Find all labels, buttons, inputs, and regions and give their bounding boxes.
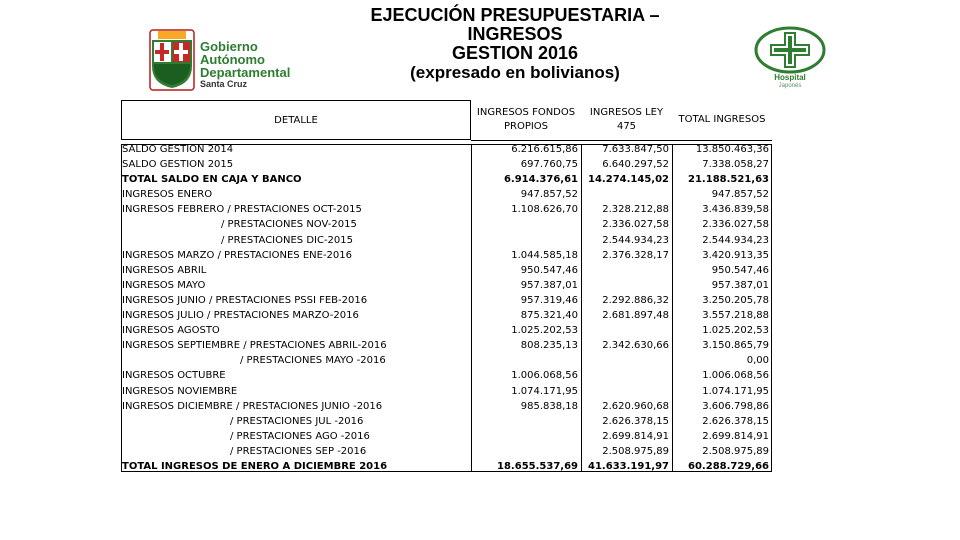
table-row: [121, 308, 772, 323]
row-total: 2.508.975,89: [702, 445, 769, 457]
table-rows: [121, 142, 772, 474]
table-row: [121, 384, 772, 399]
row-total: 13.850.463,36: [695, 144, 769, 155]
title-line-4: (expresado en bolivianos): [410, 63, 620, 82]
row-propios: 957.319,46: [520, 294, 578, 306]
row-total: 3.606.798,86: [702, 400, 769, 412]
row-label: INGRESOS FEBRERO / PRESTACIONES OCT-2015: [122, 204, 362, 216]
title-line-3: GESTION 2016: [451, 43, 579, 63]
row-propios: 1.108.626,70: [511, 204, 578, 216]
row-ley: 6.640.297,52: [602, 159, 669, 171]
gobierno-line-3: Departamental: [200, 65, 291, 80]
row-label: INGRESOS DICIEMBRE / PRESTACIONES JUNIO -2016: [122, 400, 383, 412]
row-propios: 875.321,40: [520, 310, 578, 322]
table-row: [121, 217, 772, 232]
header-ingresos-ley: INGRESOS LEY 475: [589, 107, 664, 132]
row-ley: 14.274.145,02: [588, 174, 669, 186]
row-ley: 2.508.975,89: [602, 445, 669, 457]
row-label: / PRESTACIONES NOV-2015: [221, 219, 357, 231]
header-total-ingresos: TOTAL INGRESOS: [678, 114, 766, 125]
table-row: [121, 353, 772, 368]
header-ingresos-propios: INGRESOS FONDOS PROPIOS: [476, 107, 576, 132]
table-row: [121, 444, 772, 459]
row-ley: 2.376.328,17: [602, 249, 669, 261]
gobierno-wordmark: [200, 40, 310, 90]
row-propios: 697.760,75: [520, 159, 578, 171]
row-label: INGRESOS JUNIO / PRESTACIONES PSSI FEB-2016: [122, 294, 368, 306]
row-total: 2.699.814,91: [702, 430, 769, 442]
row-label: / PRESTACIONES DIC-2015: [221, 234, 354, 246]
row-propios: 1.025.202,53: [511, 325, 578, 337]
row-total: 2.336.027,58: [702, 219, 769, 231]
row-label: / PRESTACIONES JUL -2016: [230, 415, 364, 427]
row-ley: 7.633.847,50: [602, 144, 669, 155]
row-total: 7.338.058,27: [702, 159, 769, 171]
row-total: 1.006.068,56: [702, 370, 769, 382]
table-row: [121, 278, 772, 293]
table-row: [121, 172, 772, 187]
row-total: 3.557.218,88: [702, 310, 769, 322]
row-total: 2.626.378,15: [702, 415, 769, 427]
table-row: [121, 157, 772, 172]
title-line-2: INGRESOS: [467, 24, 563, 44]
row-label: INGRESOS ENERO: [122, 189, 213, 201]
row-ley: 2.699.814,91: [602, 430, 669, 442]
row-total: 1.074.171,95: [702, 385, 769, 397]
table-row: [121, 142, 772, 157]
gobierno-line-1: Gobierno: [200, 39, 258, 54]
row-ley: 2.342.630,66: [602, 340, 669, 352]
row-total: 3.150.865,79: [702, 340, 769, 352]
row-ley: 2.328.212,88: [602, 204, 669, 216]
row-propios: 957.387,01: [520, 279, 578, 291]
table-row: [121, 399, 772, 414]
row-total: 2.544.934,23: [702, 234, 769, 246]
row-total: 957.387,01: [711, 279, 769, 291]
table-row: [121, 187, 772, 202]
row-label: / PRESTACIONES SEP -2016: [230, 445, 367, 457]
row-label: INGRESOS MAYO: [122, 279, 206, 291]
table-row: [121, 233, 772, 248]
row-total: 21.188.521,63: [688, 174, 769, 186]
row-label: / PRESTACIONES AGO -2016: [230, 430, 370, 442]
row-ley: 2.544.934,23: [602, 234, 669, 246]
row-label: INGRESOS OCTUBRE: [122, 370, 226, 382]
row-label: / PRESTACIONES MAYO -2016: [240, 355, 386, 367]
gobierno-line-2: Autónomo: [200, 52, 265, 67]
row-label: INGRESOS AGOSTO: [122, 325, 220, 337]
row-propios: 950.547,46: [520, 264, 578, 276]
header-divider: [471, 140, 772, 141]
row-propios: 1.006.068,56: [511, 370, 578, 382]
row-label: TOTAL INGRESOS DE ENERO A DICIEMBRE 2016: [122, 460, 388, 472]
table-row: [121, 263, 772, 278]
table-row: [121, 293, 772, 308]
row-propios: 6.914.376,61: [503, 174, 578, 186]
table-row: [121, 429, 772, 444]
row-ley: 2.626.378,15: [602, 415, 669, 427]
row-label: INGRESOS JULIO / PRESTACIONES MARZO-2016: [122, 310, 359, 322]
table-row: [121, 414, 772, 429]
row-propios: 1.044.585,18: [511, 249, 578, 261]
table-row: [121, 459, 772, 474]
header-detalle: DETALLE: [121, 100, 471, 140]
row-label: INGRESOS NOVIEMBRE: [122, 385, 238, 397]
table-row: [121, 338, 772, 353]
row-total: 950.547,46: [711, 264, 769, 276]
row-ley: 41.633.191,97: [588, 460, 669, 472]
row-label: INGRESOS ABRIL: [122, 264, 207, 276]
table-row: [121, 368, 772, 383]
row-propios: 808.235,13: [520, 340, 578, 352]
gobierno-line-4: Santa Cruz: [200, 79, 248, 89]
row-label: SALDO GESTION 2015: [122, 159, 234, 171]
title-line-1: EJECUCIÓN PRESUPUESTARIA –: [370, 5, 660, 25]
row-propios: 1.074.171,95: [511, 385, 578, 397]
row-propios: 947.857,52: [520, 189, 578, 201]
row-total: 3.420.913,35: [702, 249, 769, 261]
row-label: INGRESOS SEPTIEMBRE / PRESTACIONES ABRIL-2016: [122, 340, 387, 352]
page-title: [340, 6, 690, 82]
row-ley: 2.292.886,32: [602, 294, 669, 306]
row-total: 1.025.202,53: [702, 325, 769, 337]
row-propios: 985.838,18: [520, 400, 578, 412]
ingresos-table: [121, 100, 772, 472]
row-ley: 2.336.027,58: [602, 219, 669, 231]
row-label: TOTAL SALDO EN CAJA Y BANCO: [122, 174, 302, 186]
table-row: [121, 323, 772, 338]
row-total: 3.250.205,78: [702, 294, 769, 306]
row-total: 0,00: [746, 355, 769, 367]
row-propios: 6.216.615,86: [511, 144, 578, 155]
row-ley: 2.620.960,68: [602, 400, 669, 412]
row-label: INGRESOS MARZO / PRESTACIONES ENE-2016: [122, 249, 352, 261]
row-total: 3.436.839,58: [702, 204, 769, 216]
table-row: [121, 248, 772, 263]
row-total: 60.288.729,66: [688, 460, 769, 472]
table-row: [121, 202, 772, 217]
hospital-line-1: Hospital: [774, 73, 806, 82]
row-ley: 2.681.897,48: [602, 310, 669, 322]
row-label: SALDO GESTION 2014: [122, 144, 234, 155]
hospital-line-2: Japonés: [778, 83, 802, 89]
hospital-wordmark: [752, 74, 828, 90]
row-total: 947.857,52: [711, 189, 769, 201]
row-propios: 18.655.537,69: [497, 460, 578, 472]
